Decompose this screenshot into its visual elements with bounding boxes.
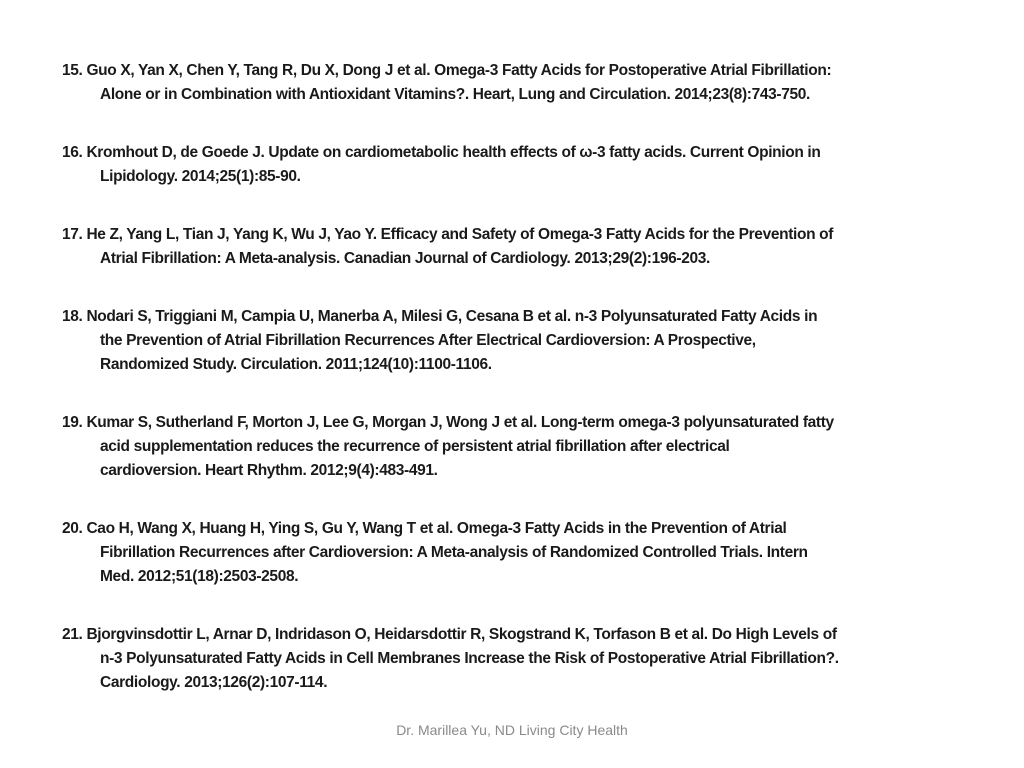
reference-line: 15. Guo X, Yan X, Chen Y, Tang R, Du X, Dong J et al. Omega-3 Fatty Acids for Postoperative Atrial Fibrillation: (62, 62, 832, 79)
reference-line: 17. He Z, Yang L, Tian J, Yang K, Wu J, Yao Y. Efficacy and Safety of Omega-3 Fatty Acids for the Prevention of (62, 226, 834, 243)
reference-line: Fibrillation Recurrences after Cardioversion: A Meta-analysis of Randomized Controlled Trials. Intern (100, 544, 808, 561)
reference-item (62, 623, 982, 695)
reference-line: n-3 Polyunsaturated Fatty Acids in Cell Membranes Increase the Risk of Postoperative Atrial Fibrillation?. (100, 650, 839, 667)
reference-line: Cardiology. 2013;126(2):107-114. (100, 674, 328, 691)
slide-footer: Dr. Marillea Yu, ND Living City Health (396, 722, 628, 738)
reference-line: the Prevention of Atrial Fibrillation Recurrences After Electrical Cardioversion: A Prospective, (100, 332, 756, 349)
reference-list (62, 59, 982, 729)
reference-item (62, 141, 982, 189)
reference-line: cardioversion. Heart Rhythm. 2012;9(4):483-491. (100, 462, 438, 479)
reference-item (62, 411, 982, 483)
reference-item (62, 59, 982, 107)
reference-line: Randomized Study. Circulation. 2011;124(10):1100-1106. (100, 356, 492, 373)
reference-line: Lipidology. 2014;25(1):85-90. (100, 168, 301, 185)
reference-line: Alone or in Combination with Antioxidant Vitamins?. Heart, Lung and Circulation. 2014;23(8):743-750. (100, 86, 810, 103)
reference-line: Med. 2012;51(18):2503-2508. (100, 568, 299, 585)
reference-line: acid supplementation reduces the recurrence of persistent atrial fibrillation after electrical (100, 438, 730, 455)
reference-line: 20. Cao H, Wang X, Huang H, Ying S, Gu Y, Wang T et al. Omega-3 Fatty Acids in the Prevention of Atrial (62, 520, 787, 537)
reference-line: 18. Nodari S, Triggiani M, Campia U, Manerba A, Milesi G, Cesana B et al. n-3 Polyunsaturated Fatty Acids in (62, 308, 818, 325)
reference-item (62, 305, 982, 377)
reference-line: 21. Bjorgvinsdottir L, Arnar D, Indridason O, Heidarsdottir R, Skogstrand K, Torfason B et al. Do High Levels of (62, 626, 837, 643)
reference-line: 19. Kumar S, Sutherland F, Morton J, Lee G, Morgan J, Wong J et al. Long-term omega-3 polyunsaturated fatty (62, 414, 834, 431)
reference-line: Atrial Fibrillation: A Meta-analysis. Canadian Journal of Cardiology. 2013;29(2):196-203. (100, 250, 710, 267)
reference-item (62, 223, 982, 271)
reference-item (62, 517, 982, 589)
reference-line: 16. Kromhout D, de Goede J. Update on cardiometabolic health effects of ω-3 fatty acids. Current Opinion in (62, 144, 821, 161)
